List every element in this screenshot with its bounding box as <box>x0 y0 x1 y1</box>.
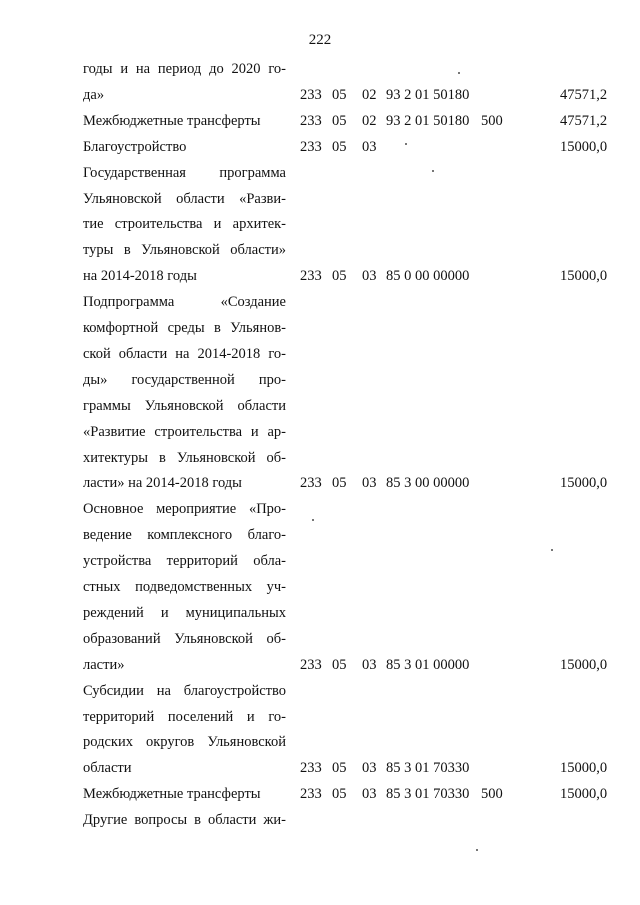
table-line <box>0 372 640 392</box>
admin-code: 233 <box>300 268 322 285</box>
table-line <box>0 579 640 599</box>
table-line <box>0 320 640 340</box>
row-description: устройства территорий обла- <box>83 553 286 570</box>
row-description: родских округов Ульяновской <box>83 734 286 751</box>
scan-speck <box>476 849 478 851</box>
section-code: 05 <box>332 475 347 492</box>
row-description: граммы Ульяновской области <box>83 397 286 414</box>
row-description: области <box>83 760 132 777</box>
row-description: туры в Ульяновской области» <box>83 242 286 259</box>
row-description: годы и на период до 2020 го- <box>83 61 286 77</box>
row-description: Межбюджетные трансферты <box>83 786 261 803</box>
section-code: 05 <box>332 268 347 285</box>
amount: 15000,0 <box>560 656 608 673</box>
subsection-code: 03 <box>362 786 377 803</box>
subsection-code: 02 <box>362 112 377 129</box>
section-code: 05 <box>332 786 347 803</box>
table-line <box>0 812 640 832</box>
admin-code: 233 <box>300 656 322 673</box>
scan-speck <box>432 170 434 172</box>
table-line <box>0 268 640 288</box>
table-line <box>0 424 640 444</box>
scan-speck <box>405 143 407 145</box>
section-code: 05 <box>332 86 347 103</box>
table-line <box>0 398 640 418</box>
row-description: «Развитие строительства и ар- <box>83 423 286 440</box>
table-line <box>0 139 640 159</box>
table-line <box>0 61 640 81</box>
table-line <box>0 553 640 573</box>
table-line <box>0 475 640 495</box>
admin-code: 233 <box>300 786 322 803</box>
row-description: стных подведомственных уч- <box>83 579 286 595</box>
row-description: ды» государственной про- <box>83 371 286 388</box>
section-code: 05 <box>332 138 347 155</box>
expense-type: 500 <box>481 786 503 803</box>
row-description: ской области на 2014-2018 го- <box>83 345 286 362</box>
admin-code: 233 <box>300 112 322 129</box>
section-code: 05 <box>332 760 347 777</box>
table-line <box>0 191 640 211</box>
row-description: реждений и муниципальных <box>83 604 286 621</box>
section-code: 05 <box>332 656 347 673</box>
admin-code: 233 <box>300 475 322 492</box>
amount: 47571,2 <box>560 86 608 103</box>
table-line <box>0 734 640 754</box>
table-line <box>0 631 640 651</box>
table-line <box>0 294 640 314</box>
amount: 15000,0 <box>560 475 608 492</box>
subsection-code: 03 <box>362 760 377 777</box>
row-description: Субсидии на благоустройство <box>83 682 286 699</box>
table-line <box>0 760 640 780</box>
amount: 15000,0 <box>560 268 608 285</box>
table-line <box>0 527 640 547</box>
table-line <box>0 113 640 133</box>
target-article: 93 2 01 50180 <box>386 86 470 103</box>
target-article: 85 3 01 00000 <box>386 656 470 673</box>
row-description: тие строительства и архитек- <box>83 216 286 233</box>
target-article: 85 3 01 70330 <box>386 760 470 777</box>
row-description: Государственная программа <box>83 164 286 181</box>
row-description: Ульяновской области «Разви- <box>83 190 286 207</box>
row-description: образований Ульяновской об- <box>83 630 286 647</box>
row-description: Межбюджетные трансферты <box>83 112 261 129</box>
row-description: на 2014-2018 годы <box>83 268 197 285</box>
row-description: Подпрограмма «Создание <box>83 294 286 311</box>
target-article: 93 2 01 50180 <box>386 112 470 129</box>
row-description: ласти» на 2014-2018 годы <box>83 475 242 492</box>
table-line <box>0 605 640 625</box>
admin-code: 233 <box>300 86 322 103</box>
section-code: 05 <box>332 112 347 129</box>
row-description: Основное мероприятие «Про- <box>83 501 286 518</box>
target-article: 85 3 00 00000 <box>386 475 470 492</box>
amount: 15000,0 <box>560 760 608 777</box>
table-line <box>0 709 640 729</box>
amount: 47571,2 <box>560 112 608 129</box>
scan-speck <box>458 72 460 74</box>
target-article: 85 0 00 00000 <box>386 268 470 285</box>
table-line <box>0 450 640 470</box>
expense-type: 500 <box>481 112 503 129</box>
row-description: да» <box>83 86 105 103</box>
page-number: 222 <box>308 32 332 48</box>
scan-speck <box>312 519 314 521</box>
row-description: хитектуры в Ульяновской об- <box>83 449 286 466</box>
amount: 15000,0 <box>560 138 608 155</box>
subsection-code: 03 <box>362 138 377 155</box>
table-line <box>0 346 640 366</box>
table-line <box>0 786 640 806</box>
admin-code: 233 <box>300 138 322 155</box>
table-line <box>0 87 640 107</box>
row-description: территорий поселений и го- <box>83 708 286 725</box>
admin-code: 233 <box>300 760 322 777</box>
row-description: комфортной среды в Ульянов- <box>83 320 286 336</box>
table-line <box>0 683 640 703</box>
subsection-code: 02 <box>362 86 377 103</box>
table-line <box>0 165 640 185</box>
subsection-code: 03 <box>362 475 377 492</box>
table-line <box>0 657 640 677</box>
row-description: Благоустройство <box>83 138 187 155</box>
subsection-code: 03 <box>362 268 377 285</box>
row-description: ласти» <box>83 656 125 673</box>
table-line <box>0 242 640 262</box>
subsection-code: 03 <box>362 656 377 673</box>
row-description: ведение комплексного благо- <box>83 527 286 544</box>
target-article: 85 3 01 70330 <box>386 786 470 803</box>
table-line <box>0 216 640 236</box>
amount: 15000,0 <box>560 786 608 803</box>
row-description: Другие вопросы в области жи- <box>83 812 286 829</box>
scan-speck <box>551 549 553 551</box>
table-line <box>0 501 640 521</box>
